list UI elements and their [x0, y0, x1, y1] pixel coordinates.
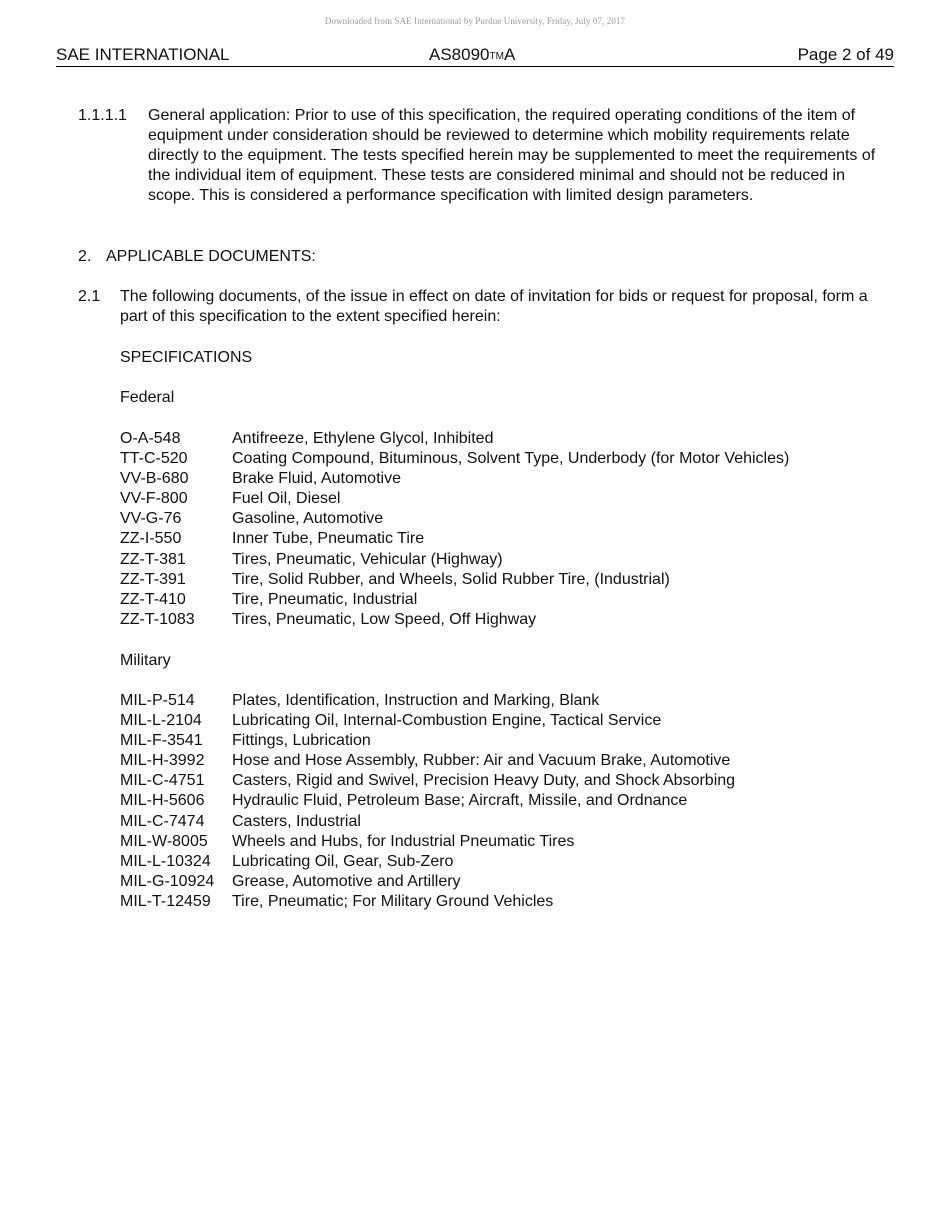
spec-title: Gasoline, Automotive: [232, 510, 384, 528]
spec-code: VV-G-76: [120, 510, 182, 528]
trademark-mark: TM: [489, 51, 504, 62]
specifications-label: SPECIFICATIONS: [120, 349, 253, 366]
spec-title: Inner Tube, Pneumatic Tire: [232, 530, 425, 548]
spec-title: Tires, Pneumatic, Vehicular (Highway): [232, 550, 503, 568]
spec-code: MIL-C-7474: [120, 812, 205, 830]
section-number: 2.: [78, 248, 92, 265]
spec-code: VV-F-800: [120, 490, 188, 508]
spec-title: Lubricating Oil, Internal-Combustion Engine, Tactical Service: [232, 712, 662, 730]
spec-title: Tires, Pneumatic, Low Speed, Off Highway: [232, 610, 537, 628]
spec-code: MIL-L-2104: [120, 712, 202, 730]
spec-title: Hose and Hose Assembly, Rubber: Air and Vacuum Brake, Automotive: [232, 752, 731, 770]
section-number: 2.1: [78, 288, 101, 305]
spec-title: Brake Fluid, Automotive: [232, 470, 401, 488]
spec-code: ZZ-T-1083: [120, 610, 195, 628]
section-text: General application: Prior to use of this specification, the required operating conditions of the item of equipment under consideration should be reviewed to determine which mobility requirements relate directly to the equipment. The tests specified herein may be supplemented to meet the requirements of the individual item of equipment. These tests are considered minimal and should not be reduced in scope. This is considered a performance specification with limited design parameters.: [148, 107, 876, 205]
spec-title: Fuel Oil, Diesel: [232, 490, 341, 508]
section-number: 1.1.1.1: [78, 107, 127, 124]
section-2-1: [78, 287, 878, 327]
doc-id-main: AS8090: [429, 45, 490, 64]
header-document-id: [429, 44, 515, 68]
section-title: APPLICABLE DOCUMENTS:: [106, 248, 316, 265]
spec-title: Casters, Industrial: [232, 812, 361, 830]
federal-label: Federal: [120, 389, 175, 406]
spec-title: Grease, Automotive and Artillery: [232, 872, 461, 890]
spec-code: MIL-W-8005: [120, 832, 208, 850]
header-organization: SAE INTERNATIONAL: [56, 45, 230, 64]
spec-code: O-A-548: [120, 430, 181, 447]
spec-title: Tire, Pneumatic, Industrial: [232, 590, 418, 608]
spec-title: Coating Compound, Bituminous, Solvent Type, Underbody (for Motor Vehicles): [232, 450, 790, 468]
section-text: The following documents, of the issue in effect on date of invitation for bids or request for proposal, form a part of this specification to the extent specified herein:: [120, 288, 868, 326]
download-watermark: Downloaded from SAE International by Purdue University, Friday, July 07, 2017: [324, 16, 626, 26]
spec-code: MIL-C-4751: [120, 772, 205, 790]
spec-code: ZZ-T-410: [120, 590, 186, 608]
spec-code: MIL-L-10324: [120, 852, 211, 870]
spec-code: ZZ-T-391: [120, 570, 186, 588]
spec-code: MIL-H-3992: [120, 752, 205, 770]
spec-title: Antifreeze, Ethylene Glycol, Inhibited: [232, 430, 494, 447]
spec-code: MIL-T-12459: [120, 892, 211, 910]
spec-code: MIL-P-514: [120, 692, 195, 709]
spec-code: ZZ-T-381: [120, 550, 186, 568]
page-header: [56, 44, 894, 67]
section-2-heading: [78, 247, 316, 267]
spec-code: MIL-G-10924: [120, 872, 215, 890]
spec-title: Tire, Pneumatic; For Military Ground Vehicles: [232, 892, 554, 910]
spec-title: Hydraulic Fluid, Petroleum Base; Aircraft, Missile, and Ordnance: [232, 792, 688, 810]
spec-title: Plates, Identification, Instruction and Marking, Blank: [232, 692, 600, 709]
spec-code: MIL-F-3541: [120, 732, 203, 750]
spec-title: Casters, Rigid and Swivel, Precision Heavy Duty, and Shock Absorbing: [232, 772, 736, 790]
doc-id-suffix: A: [503, 45, 516, 64]
spec-title: Lubricating Oil, Gear, Sub-Zero: [232, 852, 454, 870]
spec-title: Fittings, Lubrication: [232, 732, 371, 750]
spec-code: MIL-H-5606: [120, 792, 205, 810]
spec-title: Tire, Solid Rubber, and Wheels, Solid Rubber Tire, (Industrial): [232, 570, 670, 588]
military-label: Military: [120, 652, 171, 669]
spec-code: TT-C-520: [120, 450, 188, 468]
section-1-1-1-1: [78, 106, 878, 206]
spec-code: VV-B-680: [120, 470, 189, 488]
header-page-number: Page 2 of 49: [797, 45, 894, 64]
spec-code: ZZ-I-550: [120, 530, 182, 548]
spec-title: Wheels and Hubs, for Industrial Pneumatic Tires: [232, 832, 575, 850]
